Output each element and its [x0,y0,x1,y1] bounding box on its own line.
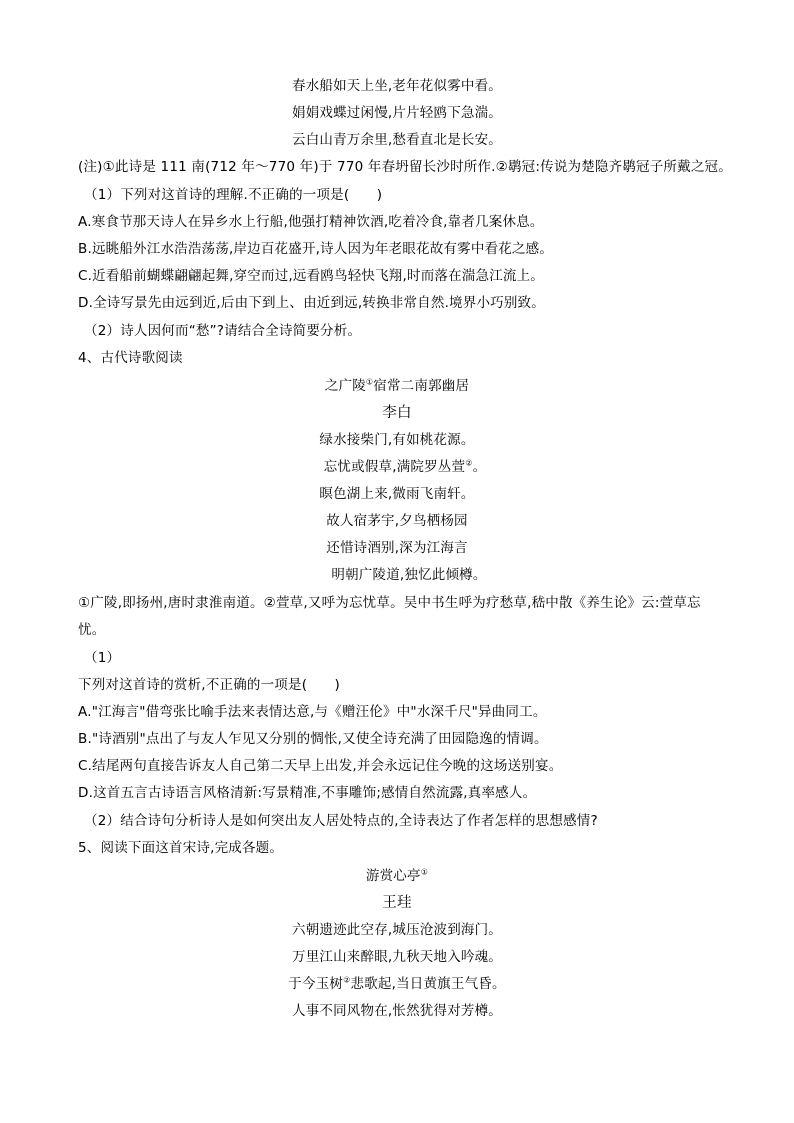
q3-1-option-b: B.远眺船外江水浩浩荡荡,岸边百花盛开,诗人因为年老眼花故有雾中看花之感。 [78,241,554,257]
poem3-line-1: 春水船如天上坐,老年花似雾中看。 [292,78,502,94]
poem4-line-2 [0,457,794,477]
q3-2: （2）诗人因何而“愁”?请结合全诗简要分析。 [84,323,362,339]
poem4-note-1: ①广陵,即扬州,唐时隶淮南道。②萱草,又呼为忘忧草。吴中书生呼为疗愁草,嵇中散《养生论》云:萱草忘 [78,595,701,611]
poem4-line-5: 还惜诗酒别,深为江海言 [326,540,468,556]
poem5-author: 王珪 [382,895,412,911]
q4-2: （2）结合诗句分析诗人是如何突出友人居处特点的,全诗表达了作者怎样的思想感情? [84,813,598,829]
poem4-author: 李白 [382,405,412,421]
q3-1-option-d: D.全诗写景先由远到近,后由下到上、由近到远,转换非常自然.境界小巧别致。 [78,295,545,311]
poem4-line-3: 暝色湖上来,微雨飞南轩。 [319,486,475,502]
poem4-line-2-end: 。 [472,459,487,475]
poem4-line-4: 故人宿茅宇,夕鸟栖杨园 [326,513,468,529]
poem5-title [0,866,794,886]
poem5-line-3-start: 于今玉树 [288,976,344,992]
poem5-title-text: 游赏心亭 [365,868,421,884]
q4-1-option-b: B."诗酒别"点出了与友人乍见又分别的惆怅,又使全诗充满了田园隐逸的情调。 [78,731,548,747]
poem5-line-1: 六朝遗迹此空存,城压沧波到海门。 [292,922,502,938]
poem3-note: (注)①此诗是 111 南(712 年～770 年)于 770 年春坍留长沙时所作.②鹖冠:传说为楚隐齐鹖冠子所戴之冠。 [78,159,732,175]
q3-1-option-c: C.近看船前蝴蝶翩翩起舞,穿空而过,远看鸥鸟轻快飞翔,时而落在湍急江流上。 [78,268,544,284]
poem5-title-footnote-mark: ① [420,867,429,877]
q4-1-option-c: C.结尾两句直接告诉友人自己第二天早上出发,并会永远记住今晚的这场送别宴。 [78,758,563,774]
section-5-heading: 5、阅读下面这首宋诗,完成各题。 [78,840,284,856]
poem4-line-2-footnote-mark: ② [465,458,473,468]
poem4-note-2: 忧。 [78,622,106,638]
poem4-title [0,376,794,396]
q4-1-option-a: A."江海言"借弯张比喻手法来表情达意,与《赠汪伦》中"水深千尺"异曲同工。 [78,704,547,720]
poem5-line-3-rest: 悲歌起,当日黄旗王气昏。 [350,976,506,992]
q3-1-stem: （1）下列对这首诗的理解.不正确的一项是( ) [84,187,383,203]
poem4-title-post: 宿常二南郭幽居 [373,378,470,394]
poem4-line-1: 绿水接柴门,有如桃花源。 [319,432,475,448]
q4-1-stem: 下列对这首诗的赏析,不正确的一项是( ) [78,677,341,693]
q4-1-number: （1） [84,650,121,666]
q3-1-option-a: A.寒食节那天诗人在异乡水上行船,他强打精神饮酒,吃着冷食,靠者几案休息。 [78,214,544,230]
poem4-line-2-text: 忘忧或假草,满院罗丛萱 [323,459,466,475]
poem4-title-pre: 之广陵 [324,378,366,394]
poem4-title-footnote-mark: ① [365,377,374,387]
section-4-heading: 4、古代诗歌阅读 [78,350,183,366]
poem5-line-3-footnote-mark: ② [343,975,351,985]
poem3-line-3: 云白山青万余里,愁看直北是长安。 [292,132,502,148]
poem3-line-2: 娟娟戏蝶过闲慢,片片轻鸥下急湍。 [292,105,502,121]
poem5-line-2: 万里江山来醉眼,九秋天地入吟魂。 [292,949,502,965]
poem5-line-3 [0,974,794,994]
poem5-line-4: 人事不同风物在,怅然犹得对芳樽。 [292,1003,502,1019]
q4-1-option-d: D.这首五言古诗语言风格清新:写景精准,不事雕饰;感情自然流露,真率感人。 [78,785,537,801]
poem4-line-6: 明朝广陵道,独忆此倾樽。 [331,567,487,583]
